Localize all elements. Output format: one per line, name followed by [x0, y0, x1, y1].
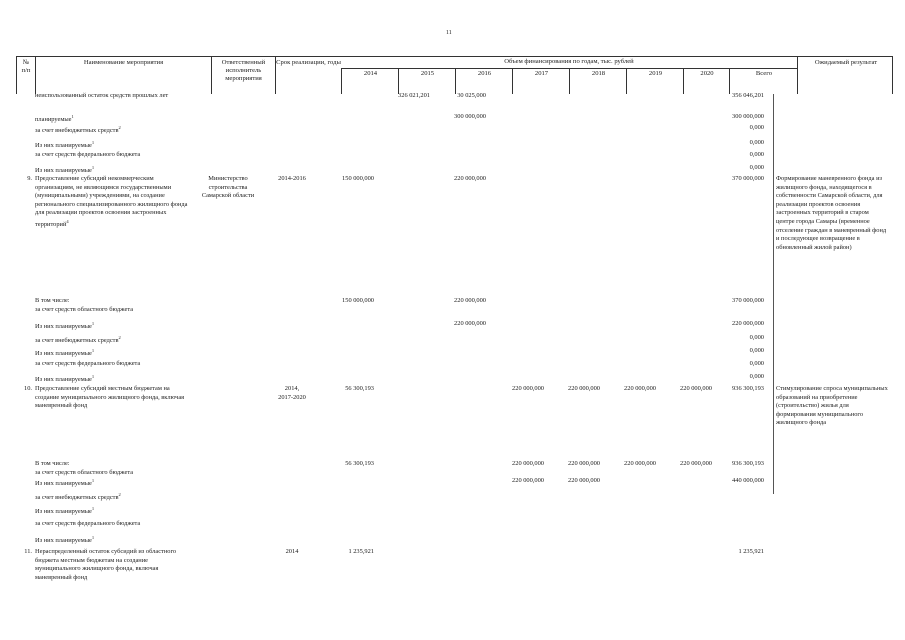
row-value-v2018: 220 000,000 — [568, 460, 600, 467]
row-value-total: 356 046,201 — [732, 92, 764, 99]
row-value-v2020: 220 000,000 — [680, 385, 712, 392]
header-financing: Объем финансирования по годам, тыс. рублей — [341, 57, 797, 69]
row-name: Из них планируемые$^1$ — [35, 374, 95, 384]
header-year: 2016 — [455, 68, 513, 94]
row-name: за счет внебюджетных средств$^2$ — [35, 492, 121, 502]
row-value-total: 936 300,193 — [732, 460, 764, 467]
footnote-mark: 2 — [118, 125, 121, 130]
row-value-v2018: 220 000,000 — [568, 385, 600, 392]
footnote-mark: 1 — [91, 321, 95, 326]
row-value-v2016: 220 000,000 — [454, 297, 486, 304]
row-value-v2017: 220 000,000 — [512, 477, 544, 484]
row-name: Из них планируемые$^1$ — [35, 478, 95, 488]
row-value-v2014: 150 000,000 — [342, 297, 374, 304]
row-period: 2014 — [285, 548, 299, 555]
header-year: 2020 — [683, 68, 730, 94]
row-name: Из них планируемые$^1$ — [35, 348, 95, 358]
row-name: Из них планируемые$^1$ — [35, 535, 95, 545]
row-value-total: 220 000,000 — [732, 320, 764, 327]
row-name: Предоставление субсидий некоммерческим организациям, не являющимся государственными (муниципальными) учреждениями, на создание регионального специализированного жилищного фонда для реализации проектов освоения застроенных территорий$^4$ — [35, 175, 188, 229]
row-number: 10. — [24, 385, 32, 392]
row-value-total: 0,000 — [749, 334, 764, 341]
footnote-mark: 2 — [118, 335, 121, 340]
row-value-total: 0,000 — [749, 360, 764, 367]
row-name: за счет средств федерального бюджета — [35, 520, 141, 527]
row-value-total: 0,000 — [749, 139, 764, 146]
footnote-mark: 4 — [66, 218, 69, 224]
footnote-mark: 1 — [91, 478, 95, 483]
row-name: Нераспределенный остаток субсидий из областного бюджета местным бюджетам на создание муниципального жилищного фонда, включая маневренный фонд — [35, 548, 177, 581]
row-value-total: 936 300,193 — [732, 385, 764, 392]
header-name: Наименование мероприятия — [35, 57, 211, 94]
row-value-v2014: 56 300,193 — [345, 460, 374, 467]
row-number: 9. — [27, 175, 32, 182]
footnote-mark: 1 — [91, 140, 95, 145]
row-value-total: 0,000 — [749, 151, 764, 158]
row-value-total: 370 000,000 — [732, 297, 764, 304]
row-value-total: 0,000 — [749, 164, 764, 171]
row-value-v2014: 150 000,000 — [342, 175, 374, 182]
row-name: В том числе: за счет средств областного бюджета — [35, 460, 134, 476]
row-value-total: 440 000,000 — [732, 477, 764, 484]
row-name: Предоставление субсидий местным бюджетам на создание муниципального жилищного фонда, включая маневренный фонд — [35, 385, 185, 410]
footnote-mark: 1 — [91, 535, 95, 540]
footnote-mark: 1 — [91, 374, 95, 379]
row-value-v2014: 56 300,193 — [345, 385, 374, 392]
row-name: планируемые$^1$ — [35, 114, 74, 124]
row-name: за счет внебюджетных средств$^2$ — [35, 335, 121, 345]
row-name: Из них планируемые$^1$ — [35, 506, 95, 516]
row-value-total: 370 000,000 — [732, 175, 764, 182]
header-result: Ожидаемый результат — [797, 57, 894, 94]
page-number: 11 — [446, 30, 452, 36]
row-value-v2015: 326 021,201 — [398, 92, 430, 99]
row-value-v2016: 220 000,000 — [454, 320, 486, 327]
row-result: Формирование маневренного фонда из жилищного фонда, находящегося в собственности Самарской области, для реализации проектов освоения застроенных территорий в старом центре города Самары (временное отселение граждан в маневренный фонд и последующее возвращение в обновленный жилой район) — [776, 175, 887, 251]
header-num: № п/п — [21, 59, 31, 74]
row-name: за счет внебюджетных средств$^2$ — [35, 125, 121, 135]
header-year: 2018 — [569, 68, 627, 94]
row-name: В том числе: за счет средств областного бюджета — [35, 297, 134, 313]
row-period: 2014, 2017-2020 — [278, 385, 306, 401]
row-number: 11. — [24, 548, 32, 555]
column-divider — [773, 94, 774, 494]
row-name: Из них планируемые$^1$ — [35, 140, 95, 150]
header-period: Срок реализации, годы — [275, 57, 341, 94]
header-responsible: Ответственный исполнитель мероприятия — [211, 57, 275, 94]
row-value-v2016: 300 000,000 — [454, 113, 486, 120]
footnote-mark: 1 — [91, 506, 95, 511]
row-value-v2014: 1 235,921 — [348, 548, 374, 555]
header-year-total: Всего — [729, 68, 798, 94]
row-value-v2016: 30 025,000 — [457, 92, 486, 99]
row-value-v2017: 220 000,000 — [512, 385, 544, 392]
row-value-v2019: 220 000,000 — [624, 460, 656, 467]
row-value-total: 1 235,921 — [738, 548, 764, 555]
row-responsible: Министерство строительства Самарской области — [201, 175, 255, 200]
row-value-total: 0,000 — [749, 373, 764, 380]
footnote-mark: 2 — [118, 492, 121, 497]
footnote-mark: 1 — [91, 165, 95, 170]
row-value-v2017: 220 000,000 — [512, 460, 544, 467]
row-value-v2020: 220 000,000 — [680, 460, 712, 467]
row-value-v2019: 220 000,000 — [624, 385, 656, 392]
row-value-total: 0,000 — [749, 124, 764, 131]
header-year: 2017 — [512, 68, 570, 94]
row-period: 2014-2016 — [278, 175, 306, 182]
row-name: неиспользованный остаток средств прошлых лет — [35, 92, 169, 99]
table-header — [16, 56, 893, 94]
row-name: за счет средств федерального бюджета — [35, 360, 141, 367]
row-name: Из них планируемые$^1$ — [35, 321, 95, 331]
row-value-total: 300 000,000 — [732, 113, 764, 120]
header-year: 2015 — [398, 68, 456, 94]
header-year: 2019 — [626, 68, 684, 94]
row-value-v2016: 220 000,000 — [454, 175, 486, 182]
row-result: Стимулирование спроса муниципальных образований на приобретение (строительство) жилья для формирования муниципального жилищного фонда — [776, 385, 888, 427]
footnote-mark: 1 — [71, 114, 74, 119]
row-name: Из них планируемые$^1$ — [35, 165, 95, 175]
row-name: за счет средств федерального бюджета — [35, 151, 141, 158]
row-value-total: 0,000 — [749, 347, 764, 354]
footnote-mark: 1 — [91, 348, 95, 353]
row-value-v2018: 220 000,000 — [568, 477, 600, 484]
header-year: 2014 — [341, 68, 399, 94]
